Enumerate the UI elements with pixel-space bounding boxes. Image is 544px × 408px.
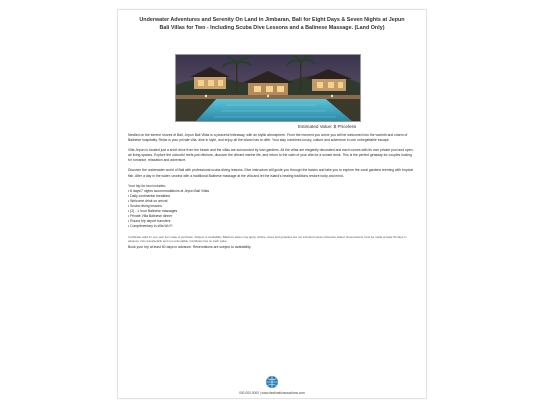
globe-logo-icon <box>260 375 284 389</box>
paragraph-villa: Villa Jepun is located just a short drive from the beach and the villas are surrounded by lush gardens. All the villas are elegantly decorated and each comes with its own private pool and open-air living spaces. Explore the colourful reefs just offshore, discover the vibrant marine life, and return to the calm of your villa for a sunset drink. This is the perfect getaway for couples looking for romance, relaxation and adventure. <box>128 148 414 163</box>
list-item: • Round trip airport transfers <box>128 219 171 224</box>
list-item: • Private Villa Balinese dinner <box>128 214 173 219</box>
fine-print: Certificate valid for one year from date of purchase. Subject to availability. Blackout dates may apply. Airfare, taxes and gratuities are not included unless otherwise stated. Reservations must be made at least 60 days in advance. Non-transferable and non-refundable. Certificate has no cash value. <box>128 234 407 243</box>
paragraph-intro: Nestled on the serene shores of Bali, Jepun Bali Villas is a peaceful hideaway, with an idyllic atmosphere. From the moment you arrive you will be welcomed into the warmth and charm of Balinese hospitality. Relax in your private villa, dine in style, and enjoy all the island has to offer. Your stay combines luxury, culture and adventure in one unforgettable escape. <box>128 133 408 143</box>
includes-list <box>128 189 416 230</box>
booking-note: Book your trip at least 60 days in advance. Reservations are subject to availability. <box>128 244 252 249</box>
list-item: • Complimentary in-villa Wi-Fi <box>128 224 173 229</box>
list-item: • Daily continental breakfast <box>128 193 170 198</box>
document-title: Underwater Adventures and Serenity On Land in Jimbaran, Bali for Eight Days & Seven Nights at Jepun Bali Villas for Two - Including Scuba Dive Lessons and a Balinese Massage. (Land Only) <box>139 17 405 31</box>
includes-heading: Your trip for two includes: <box>128 183 166 188</box>
list-item: • Welcome drink on arrival <box>128 198 168 203</box>
paragraph-diving: Discover the underwater world of Bali with professional scuba diving lessons. Dive instructors will guide you through the basics and take you to explore the coral gardens teeming with tropical fish. After a day in the water, unwind with a traditional Balinese massage at the villa and let the island's healing traditions restore body and mind. <box>128 168 413 178</box>
resort-photo <box>175 54 361 122</box>
document-page <box>118 10 426 398</box>
list-item: • 8 days/7 nights accommodations at Jepun Bali Villas <box>128 188 210 193</box>
footer-contact: 000-000-0000 | www.destinationsauctions.com <box>239 391 305 395</box>
resort-photo-image <box>176 55 360 121</box>
list-item: • (2) - 1 hour Balinese massages <box>128 209 178 214</box>
image-caption: Estimated Value: $ Priceless <box>298 124 357 129</box>
list-item: • Scuba diving lessons <box>128 204 162 209</box>
document-body <box>128 133 416 250</box>
